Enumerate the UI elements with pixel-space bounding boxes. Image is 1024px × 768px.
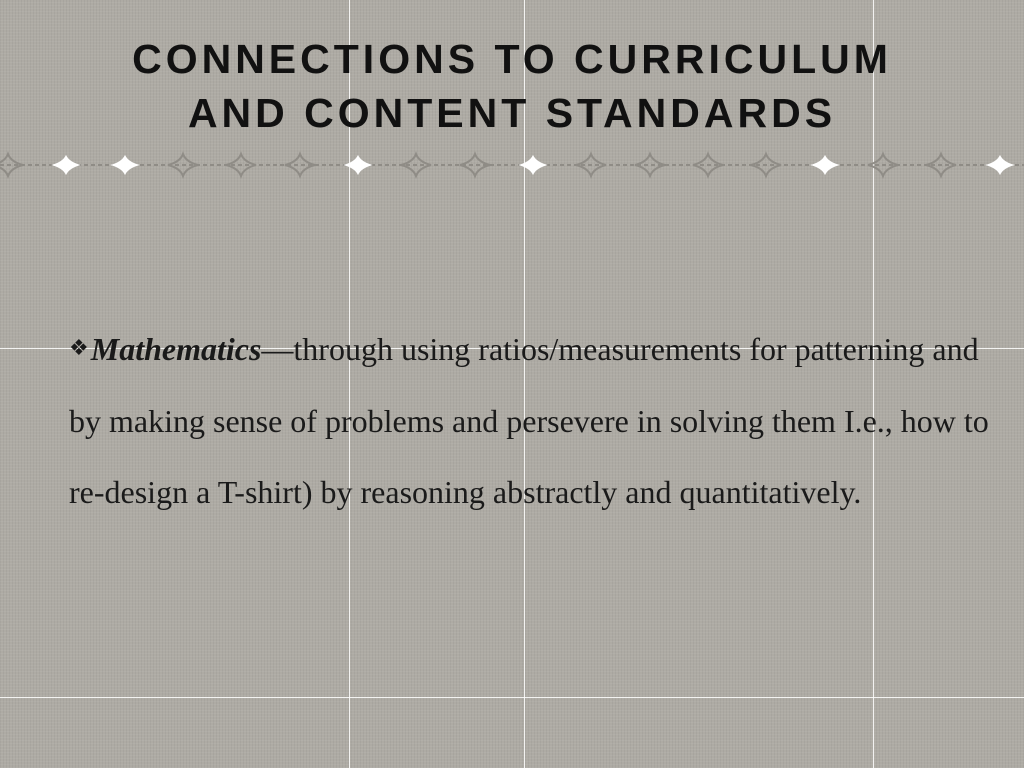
slide-title-line-1: CONNECTIONS TO CURRICULUM [132, 36, 892, 82]
four-diamond-bullet-icon: ❖ [69, 335, 89, 360]
slide-title-line-2: AND CONTENT STANDARDS [187, 90, 837, 136]
gridline-horizontal-2 [0, 697, 1024, 698]
em-dash: — [261, 331, 294, 367]
diamond-chain-ornament-icon [0, 150, 1024, 180]
subject-label: Mathematics [90, 331, 262, 367]
slide-title [0, 32, 1024, 140]
body-paragraph [69, 312, 1009, 529]
body-text: through using ratios/measurements for patterning and by making sense of problems and persevere in solving them I.e., how to re-design a T-shirt) by reasoning abstractly and quantitatively. [69, 331, 989, 510]
